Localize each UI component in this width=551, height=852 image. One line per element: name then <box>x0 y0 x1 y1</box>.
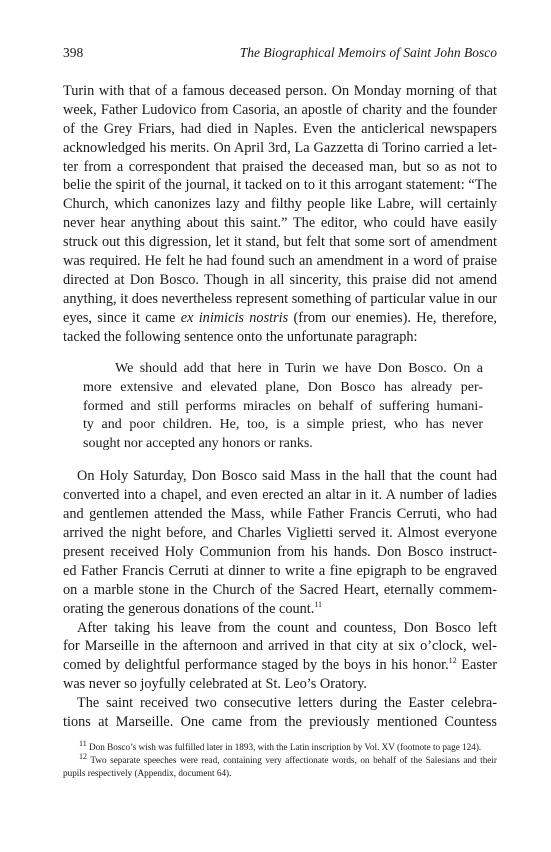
text-line <box>63 656 497 675</box>
quote-line: more extensive and elevated plane, Don Bosco has already per- <box>83 380 483 396</box>
text-line <box>63 619 497 638</box>
footnote-11 <box>63 738 497 754</box>
text-line: belie the spirit of the journal, it tacked on to it this arrogant statement: “The <box>63 177 497 194</box>
text-run: The saint received two consecutive letters during the Easter celebra- <box>77 695 497 712</box>
text-line: converted into a chapel, and even erected an altar in it. A number of ladies <box>63 487 497 504</box>
text-line: on a marble stone in the Church of the Sacred Heart, eternally commem- <box>63 581 497 598</box>
footnote-mark: 11 <box>79 738 87 748</box>
text-run: (from our enemies). He, therefore, <box>288 309 497 326</box>
paragraph-marseille <box>63 619 497 695</box>
text-line <box>63 600 497 619</box>
text-line: for Marseille in the afternoon and arrived in that city at six o’clock, wel- <box>63 638 497 655</box>
text-line: ed Father Francis Cerruti at dinner to write a fine epigraph to be engraved <box>63 562 497 579</box>
text-line: present received Holy Communion from his hands. Don Bosco instruct- <box>63 544 497 560</box>
text-line: never hear anything about this saint.” The editor, who could have easily <box>63 215 497 232</box>
quote-line: formed and still performs miracles on behalf of suffering humani- <box>83 398 483 414</box>
text-line: Church, which canonizes lazy and filthy people like Labre, will certainly <box>63 196 497 213</box>
footnote-ref[interactable]: 12 <box>448 656 457 666</box>
text-run: comed by delightful performance staged by the boys in his honor. <box>63 657 449 674</box>
text-line <box>63 467 497 486</box>
text-line <box>63 694 497 713</box>
footnote-text: Two separate speeches were read, containing very affectionate words, on behalf of the Salesians and their <box>90 755 497 765</box>
text-line: directed at Don Bosco. Though in all sincerity, this praise did not amend <box>63 271 497 288</box>
running-head <box>63 43 497 63</box>
text-run: orating the generous donations of the count. <box>63 600 315 617</box>
text-line: arrived the night before, and Charles Viglietti served it. Almost everyone <box>63 525 497 542</box>
text-line: of the Grey Friars, had died in Naples. Even the anticlerical newspapers <box>63 120 497 137</box>
text-run: Easter <box>456 657 497 674</box>
paragraph-letters <box>63 694 497 732</box>
quote-text: We should add that here in Turin we have Don Bosco. On a <box>115 361 483 377</box>
quote-line <box>83 360 483 379</box>
text-line: acknowledged his merits. On April 3rd, La Gazzetta di Torino carried a let- <box>63 139 497 156</box>
paragraph-continued <box>63 82 497 346</box>
footnote-mark: 12 <box>79 751 87 761</box>
text-line-with-italic <box>63 309 497 328</box>
footnote-12-continued: pupils respectively (Appendix, document 64). <box>63 768 232 778</box>
text-run: On Holy Saturday, Don Bosco said Mass in the hall that the count had <box>77 468 497 485</box>
text-line: tions at Marseille. One came from the previously mentioned Countess <box>63 714 497 731</box>
text-run: After taking his leave from the count and countess, Don Bosco left <box>77 619 497 636</box>
text-line: tacked the following sentence onto the unfortunate paragraph: <box>63 328 418 345</box>
text-line: was never so joyfully celebrated at St. Leo’s Oratory. <box>63 676 367 693</box>
quote-line: sought nor accepted any honors or ranks. <box>83 435 313 451</box>
body-text <box>63 82 497 732</box>
text-line: anything, it does nevertheless represent something of particular value in our <box>63 290 497 307</box>
text-line: was required. He felt he had found such an amendment in a word of praise <box>63 253 497 270</box>
footnote-text: Don Bosco’s wish was fulfilled later in 1893, with the Latin inscription by Vol. XV (footnote to page 124). <box>89 742 482 752</box>
text-line: Turin with that of a famous deceased person. On Monday morning of that <box>63 83 497 99</box>
running-title: The Biographical Memoirs of Saint John Bosco <box>239 45 497 60</box>
page-number: 398 <box>63 45 84 60</box>
footnote-ref[interactable]: 11 <box>314 599 323 609</box>
quote-line: ty and poor children. He, too, is a simple priest, who has never <box>83 417 483 433</box>
text-line: struck out this digression, let it stand, but felt that some sort of amendment <box>63 234 497 251</box>
footnote-12 <box>63 751 497 767</box>
text-run: eyes, since it came <box>63 309 181 326</box>
block-quote <box>63 360 497 453</box>
footnotes <box>63 738 497 780</box>
text-line: and gentlemen attended the Mass, while Father Francis Cerruti, who had <box>63 506 497 523</box>
italic-phrase: ex inimicis nostris <box>180 309 289 326</box>
text-line: ter from a correspondent that praised the deceased man, but so as not to <box>63 158 497 175</box>
paragraph-holy-saturday <box>63 467 497 618</box>
text-line: week, Father Ludovico from Casoria, an apostle of charity and the founder <box>63 101 497 118</box>
